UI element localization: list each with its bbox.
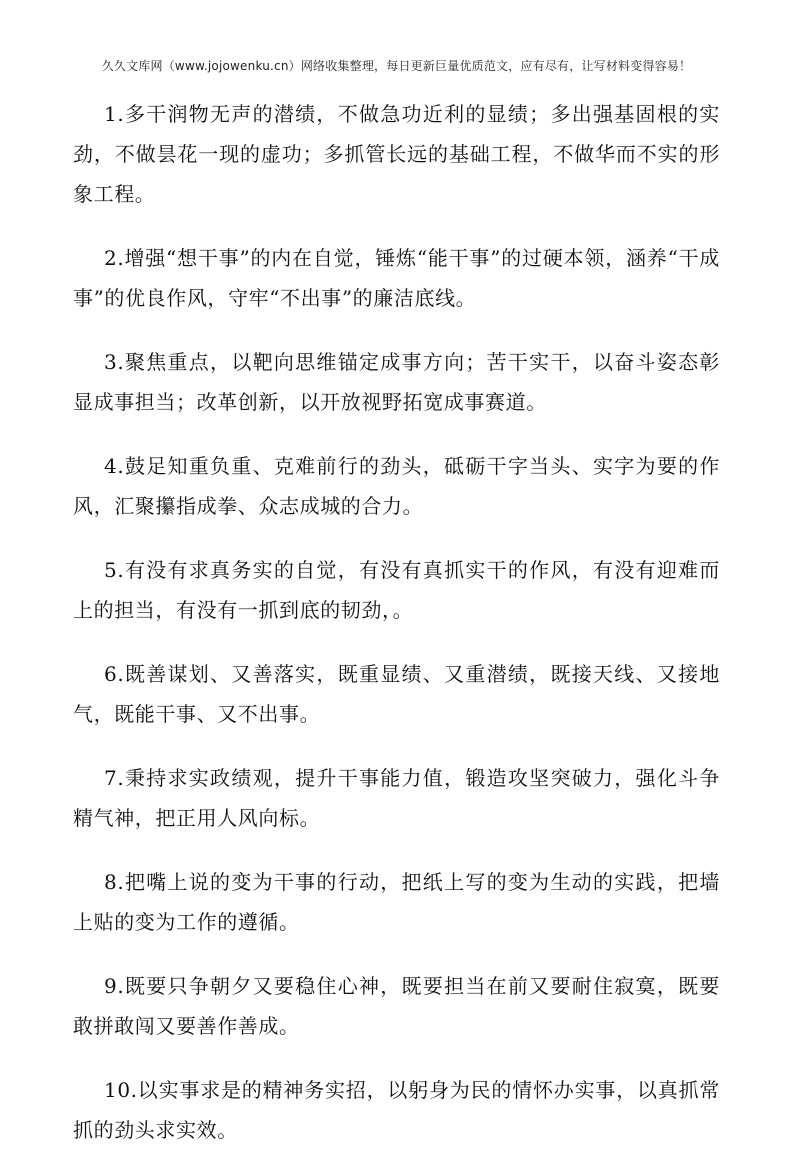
list-item-9: 9.既要只争朝夕又要稳住心神，既要担当在前又要耐住寂寞，既要敢拼敢闯又要善作善成。 [73,974,720,1038]
document-body [73,94,720,1174]
list-item-2: 2.增强“想干事”的内在自觉，锤炼“能干事”的过硬本领，涵养“干成事”的优良作风，守牢“不出事”的廉洁底线。 [73,246,720,310]
list-item-3: 3.聚焦重点，以靶向思维锚定成事方向；苦干实干，以奋斗姿态彰显成事担当；改革创新，以开放视野拓宽成事赛道。 [73,350,720,414]
list-item-1: 1.多干润物无声的潜绩，不做急功近利的显绩；多出强基固根的实劲，不做昙花一现的虚功；多抓管长远的基础工程，不做华而不实的形象工程。 [73,102,720,206]
list-item-7: 7.秉持求实政绩观，提升干事能力值，锻造攻坚突破力，强化斗争精气神，把正用人风向标。 [73,766,720,830]
list-item-5: 5.有没有求真务实的自觉，有没有真抓实干的作风，有没有迎难而上的担当，有没有一抓到底的韧劲，。 [73,558,720,622]
list-item-8: 8.把嘴上说的变为干事的行动，把纸上写的变为生动的实践，把墙上贴的变为工作的遵循。 [73,870,720,934]
list-item-4: 4.鼓足知重负重、克难前行的劲头，砥砺干字当头、实字为要的作风，汇聚攥指成拳、众志成城的合力。 [73,454,720,518]
page-header: 久久文库网（www.jojowenku.cn）网络收集整理，每日更新巨量优质范文，应有尽有，让写材料变得容易！ [101,59,692,73]
list-item-6: 6.既善谋划、又善落实，既重显绩、又重潜绩，既接天线、又接地气，既能干事、又不出事。 [73,662,720,726]
list-item-10: 10.以实事求是的精神务实招，以躬身为民的情怀办实事，以真抓常抓的劲头求实效。 [73,1078,720,1142]
